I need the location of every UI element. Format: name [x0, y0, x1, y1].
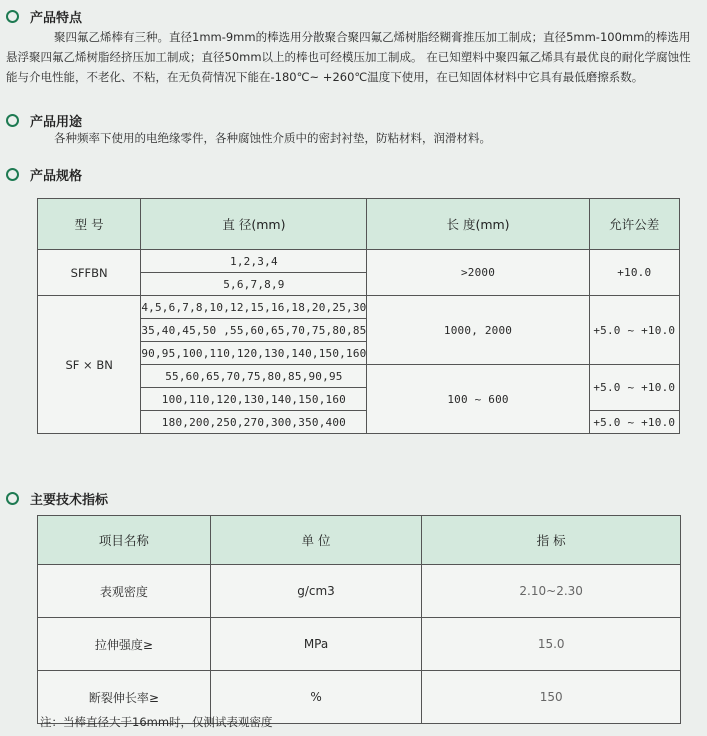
features-heading: [6, 7, 82, 26]
spec-diameter-cell: 4,5,6,7,8,10,12,15,16,18,20,25,30: [141, 296, 367, 319]
circle-bullet-icon: [6, 492, 19, 505]
tech-item-name: 拉伸强度≥: [38, 618, 211, 671]
spec-diameter-cell: 55,60,65,70,75,80,85,90,95: [141, 365, 367, 388]
features-title: 产品特点: [30, 11, 83, 26]
circle-bullet-icon: [6, 10, 19, 23]
spec-length-cell: 100 ~ 600: [367, 365, 589, 434]
table-row: [38, 618, 681, 671]
spec-tolerance-cell: +10.0: [589, 250, 679, 296]
circle-bullet-icon: [6, 114, 19, 127]
features-text: 聚四氟乙烯棒有三种。直径1mm-9mm的棒选用分散聚合聚四氟乙烯树脂经糊膏推压加工制成；直径5mm-100mm的棒选用悬浮聚四氟乙烯树脂经挤压加工制成；直径50mm以上的棒也可经模压加工制成。 在已知塑料中聚四氟乙烯具有最优良的耐化学腐蚀性能与介电性能，不老化、不粘，在无负荷情况下能在-180℃~ +260℃温度下使用，在已知固体材料中它具有最低磨擦系数。: [6, 30, 691, 84]
spec-diameter-cell: 35,40,45,50 ,55,60,65,70,75,80,85: [141, 319, 367, 342]
tech-heading: [6, 489, 108, 508]
tech-item-name: 表观密度: [38, 565, 211, 618]
table-row: [38, 296, 680, 319]
tech-header-value: 指 标: [422, 516, 681, 565]
spec-tolerance-cell: +5.0 ~ +10.0: [589, 296, 679, 365]
tech-header-unit: 单 位: [210, 516, 422, 565]
table-row: [38, 565, 681, 618]
spec-diameter-cell: 100,110,120,130,140,150,160: [141, 388, 367, 411]
usage-title: 产品用途: [30, 115, 83, 130]
spec-header-diameter: 直 径(mm): [141, 199, 367, 250]
spec-header-model: 型 号: [38, 199, 141, 250]
tech-item-name: 断裂伸长率≥: [38, 671, 211, 724]
usage-text: 各种频率下使用的电绝缘零件，各种腐蚀性介质中的密封衬垫，防粘材料，润滑材料。: [54, 131, 491, 145]
spec-diameter-cell: 90,95,100,110,120,130,140,150,160: [141, 342, 367, 365]
tech-header-row: [38, 516, 681, 565]
footnote: 注：当棒直径大于16mm时，仅测试表观密度: [40, 715, 273, 729]
spec-model-cell: SFFBN: [38, 250, 141, 296]
spec-table: [37, 198, 680, 434]
tech-item-unit: %: [210, 671, 422, 724]
spec-length-cell: 1000, 2000: [367, 296, 589, 365]
table-row: [38, 250, 680, 273]
tech-item-value: 2.10~2.30: [422, 565, 681, 618]
spec-length-cell: >2000: [367, 250, 589, 296]
spec-title: 产品规格: [30, 169, 83, 184]
spec-model-cell: SF × BN: [38, 296, 141, 434]
tech-item-unit: g/cm3: [210, 565, 422, 618]
spec-diameter-cell: 180,200,250,270,300,350,400: [141, 411, 367, 434]
spec-heading: [6, 165, 82, 184]
spec-header-row: [38, 199, 680, 250]
spec-header-length: 长 度(mm): [367, 199, 589, 250]
tech-item-unit: MPa: [210, 618, 422, 671]
spec-header-tolerance: 允许公差: [589, 199, 679, 250]
circle-bullet-icon: [6, 168, 19, 181]
spec-diameter-cell: 1,2,3,4: [141, 250, 367, 273]
tech-table: [37, 515, 681, 724]
spec-diameter-cell: 5,6,7,8,9: [141, 273, 367, 296]
tech-header-item: 项目名称: [38, 516, 211, 565]
tech-item-value: 15.0: [422, 618, 681, 671]
spec-tolerance-cell: +5.0 ~ +10.0: [589, 365, 679, 411]
tech-item-value: 150: [422, 671, 681, 724]
tech-title: 主要技术指标: [30, 493, 109, 508]
spec-tolerance-cell: +5.0 ~ +10.0: [589, 411, 679, 434]
